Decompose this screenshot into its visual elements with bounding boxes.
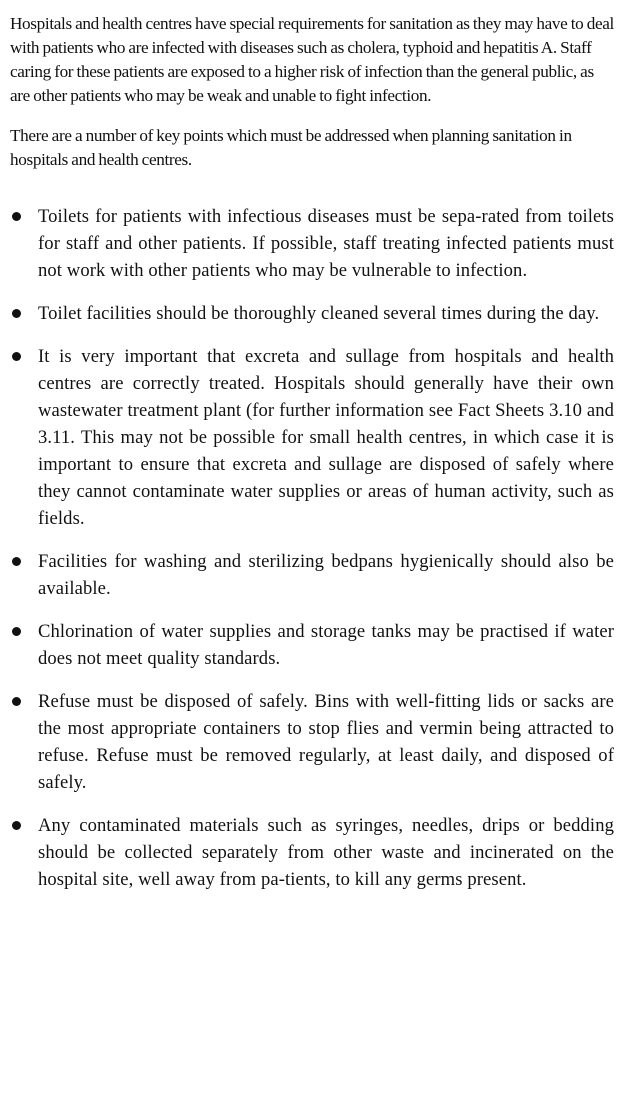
intro-paragraph: Hospitals and health centres have special requirements for sanitation as they may have to deal with patients who are infected with diseases such as cholera, typhoid and hepatitis A. Staff caring for these patients are exposed to a higher risk of infection than the general public, as are other patients who may be weak and unable to fight infection. [10, 14, 614, 105]
list-item-text: Toilet facilities should be thoroughly cleaned several times during the day. [38, 303, 600, 324]
bullet-icon [12, 212, 21, 221]
list-item-text: Refuse must be disposed of safely. Bins with well-fitting lids or sacks are the most appropriate containers to stop flies and vermin being attracted to refuse. Refuse must be removed regularly, at least daily, and disposed of safely. [38, 691, 614, 793]
list-item [10, 812, 614, 893]
key-points-list [10, 203, 614, 893]
list-item-text: It is very important that excreta and sullage from hospitals and health centres are correctly treated. Hospitals should generally have their own wastewater treatment plant (for further information see Fact Sheets 3.10 and 3.11. This may not be possible for small health centres, in which case it is important to ensure that excreta and sullage are disposed of safely where they cannot contaminate water supplies or areas of human activity, such as fields. [38, 346, 614, 529]
bullet-icon [12, 627, 21, 636]
list-item [10, 688, 614, 796]
bullet-icon [12, 821, 21, 830]
intro-paragraph: There are a number of key points which must be addressed when planning sanitation in hospitals and health centres. [10, 126, 572, 169]
bullet-icon [12, 697, 21, 706]
bullet-icon [12, 557, 21, 566]
list-item [10, 203, 614, 284]
list-item-text: Any contaminated materials such as syringes, needles, drips or bedding should be collected separately from other waste and incinerated on the hospital site, well away from pa-tients, to kill any germs present. [38, 815, 614, 890]
list-item [10, 618, 614, 672]
list-item-text: Facilities for washing and sterilizing bedpans hygienically should also be available. [38, 551, 614, 599]
list-item [10, 343, 614, 532]
list-item [10, 548, 614, 602]
bullet-icon [12, 352, 21, 361]
list-item-text: Toilets for patients with infectious diseases must be sepa-rated from toilets for staff and other patients. If possible, staff treating infected patients must not work with other patients who may be vulnerable to infection. [38, 206, 614, 281]
list-item-text: Chlorination of water supplies and storage tanks may be practised if water does not meet quality standards. [38, 621, 614, 669]
list-item [10, 300, 614, 327]
bullet-icon [12, 309, 21, 318]
